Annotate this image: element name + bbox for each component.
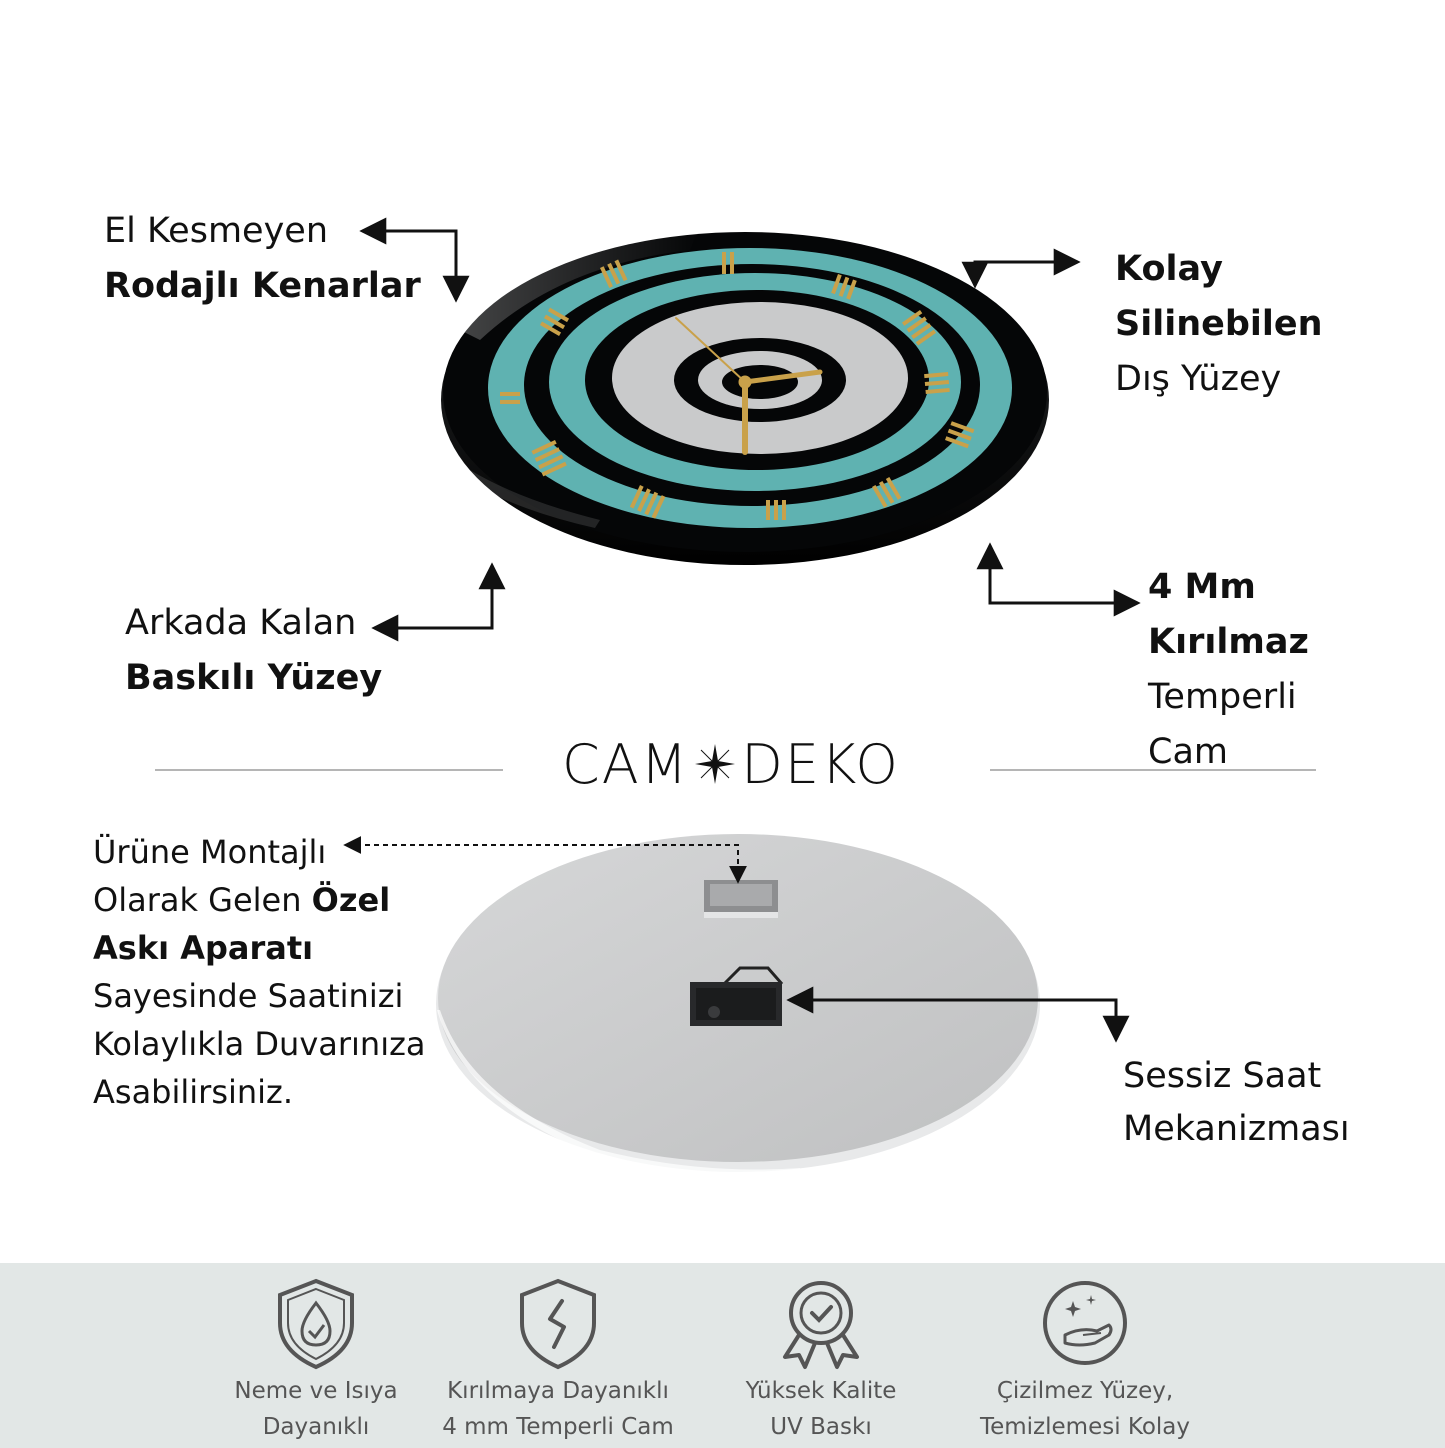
- feature-quality-line2: UV Baskı: [770, 1414, 872, 1440]
- clock-back: [436, 834, 1040, 1174]
- sparkle-clean-icon: [1035, 1273, 1135, 1373]
- callout-surface-line2: Silinebilen: [1115, 304, 1323, 344]
- feature-break-line1: Kırılmaya Dayanıklı: [447, 1378, 669, 1404]
- callout-printed-line1: Arkada Kalan: [125, 603, 357, 643]
- brand-logo: [562, 732, 900, 796]
- callout-glass-line3: Temperli: [1148, 677, 1297, 717]
- quality-badge-icon: [771, 1273, 871, 1373]
- feature-quality-line1: Yüksek Kalite: [745, 1378, 897, 1404]
- callout-mechanism: [1123, 1050, 1350, 1156]
- features-bar: [0, 1263, 1445, 1448]
- callout-hanger-line6: Asabilirsiniz.: [93, 1073, 294, 1111]
- drop-shield-icon: [266, 1273, 366, 1373]
- callout-edges: [104, 204, 421, 314]
- callout-glass-line1: 4 Mm: [1148, 567, 1256, 607]
- callout-glass: [1148, 560, 1309, 780]
- callout-hanger-line2b: Özel: [311, 881, 391, 919]
- callout-hanger: [93, 828, 425, 1116]
- crack-shield-icon: [508, 1273, 608, 1373]
- feature-scratch: [935, 1263, 1235, 1448]
- callout-hanger-line4: Sayesinde Saatinizi: [93, 977, 404, 1015]
- callout-surface: [1115, 242, 1323, 407]
- feature-scratch-line1: Çizilmez Yüzey,: [996, 1378, 1174, 1404]
- callout-glass-line2: Kırılmaz: [1148, 622, 1309, 662]
- feature-break-line2: 4 mm Temperli Cam: [442, 1414, 674, 1440]
- callout-hanger-line3: Askı Aparatı: [93, 929, 314, 967]
- callout-surface-line3: Dış Yüzey: [1115, 359, 1282, 399]
- feature-break: [408, 1263, 708, 1448]
- feature-moisture-line2: Dayanıklı: [262, 1414, 370, 1440]
- callout-mechanism-line2: Mekanizması: [1123, 1109, 1350, 1149]
- brand-right: DEKO: [741, 732, 900, 796]
- callout-hanger-line1: Ürüne Montajlı: [93, 833, 327, 871]
- hanger-bracket: [704, 880, 778, 918]
- callout-edges-line2: Rodajlı Kenarlar: [104, 266, 421, 306]
- callout-printed: [125, 596, 382, 706]
- clock-front: [441, 225, 1049, 565]
- callout-surface-line1: Kolay: [1115, 249, 1223, 289]
- callout-glass-line4: Cam: [1148, 732, 1228, 772]
- callout-hanger-line5: Kolaylıkla Duvarınıza: [93, 1025, 426, 1063]
- callout-mechanism-line1: Sessiz Saat: [1123, 1056, 1322, 1096]
- feature-quality: [671, 1263, 971, 1448]
- callout-printed-line2: Baskılı Yüzey: [125, 658, 383, 698]
- feature-scratch-line2: Temizlemesi Kolay: [979, 1414, 1191, 1440]
- callout-hanger-line2a: Olarak Gelen: [93, 881, 312, 919]
- brand-left: CAM: [562, 732, 690, 796]
- feature-moisture-line1: Neme ve Isıya: [234, 1378, 398, 1404]
- callout-edges-line1: El Kesmeyen: [104, 211, 328, 251]
- sparkle-star-icon: [691, 740, 739, 788]
